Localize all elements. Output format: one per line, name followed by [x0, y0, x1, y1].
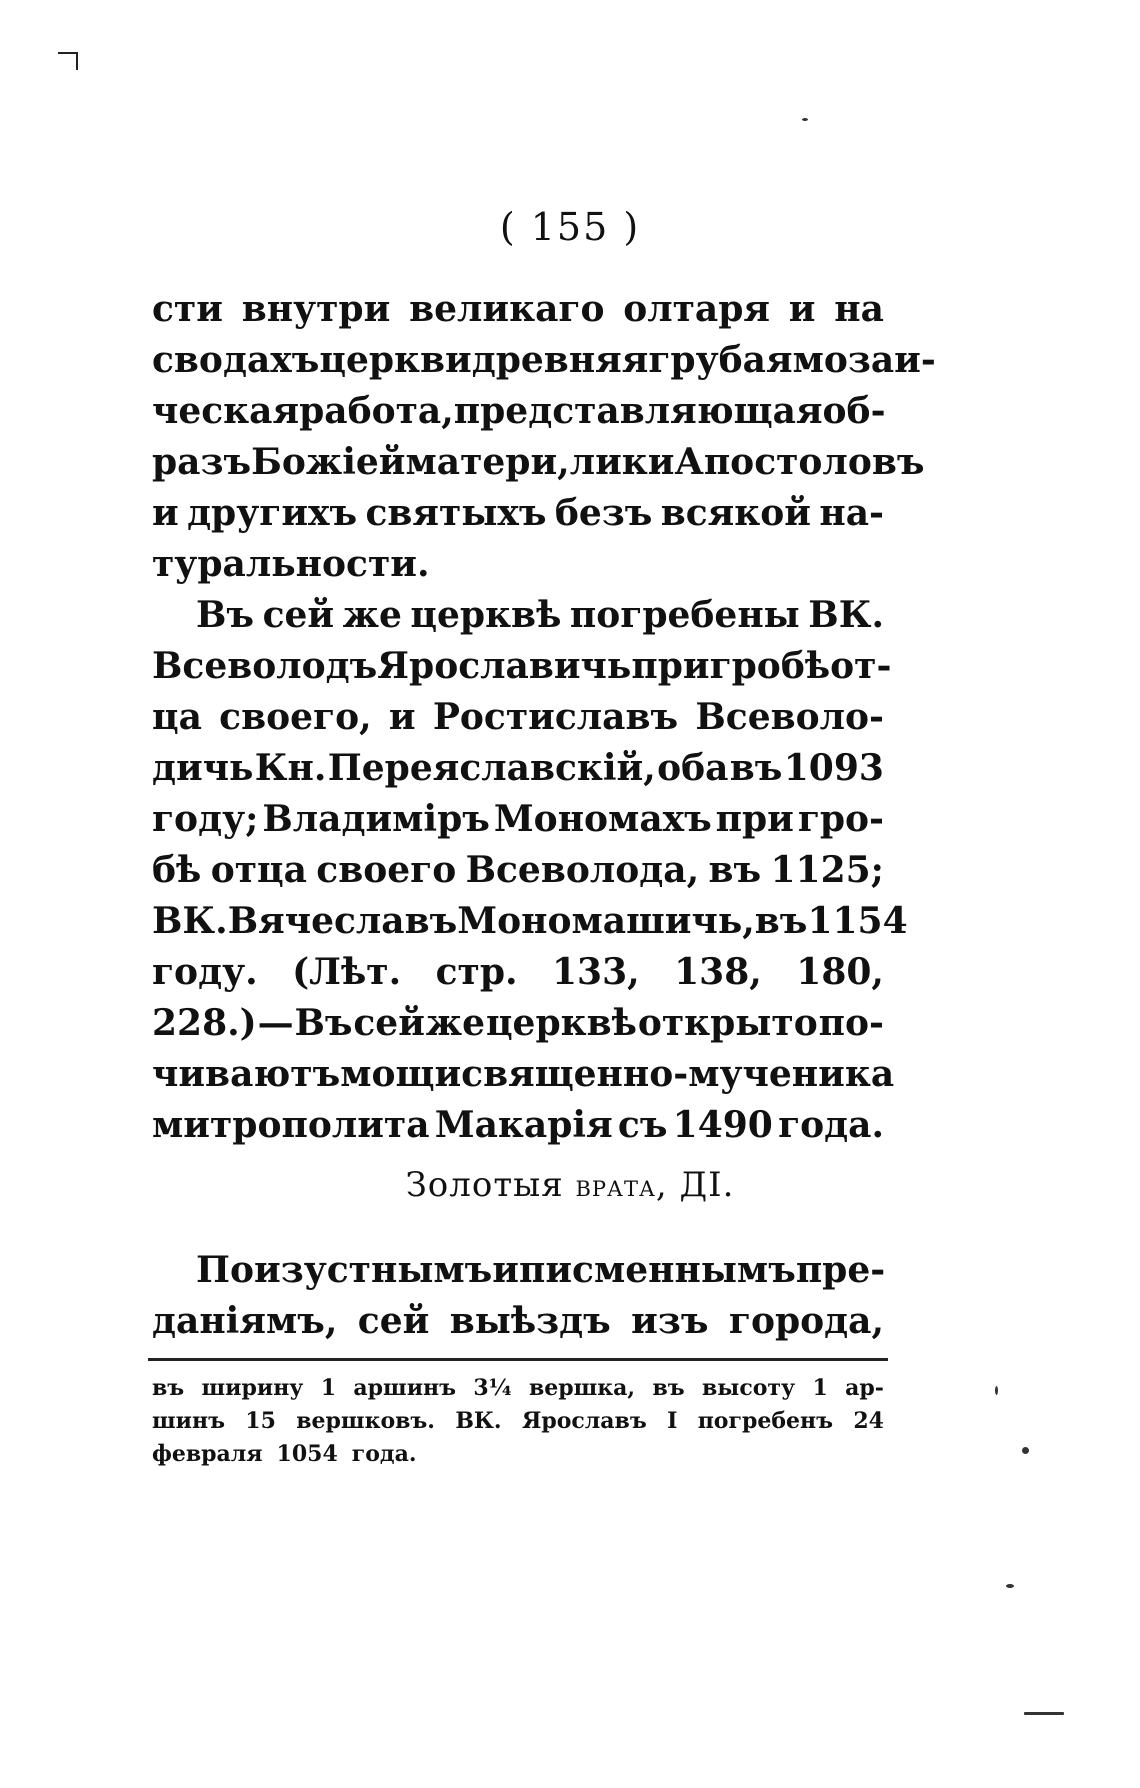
- text-line: [152, 641, 892, 692]
- word: году;: [152, 798, 259, 840]
- word: разъ: [152, 441, 252, 483]
- word: работа,: [299, 390, 454, 432]
- text-line: [152, 590, 884, 641]
- word: матери,: [405, 441, 570, 483]
- word: ВК.: [152, 900, 228, 942]
- heading-numeral: , ДI.: [655, 1165, 735, 1205]
- word: данiямъ,: [152, 1300, 338, 1342]
- word: I: [667, 1408, 678, 1434]
- word: Макарiя: [434, 1104, 613, 1146]
- word: и: [788, 288, 816, 330]
- word: безъ: [554, 492, 653, 534]
- word: въ: [708, 849, 762, 891]
- text-line: [152, 539, 884, 590]
- word: выѣздъ: [449, 1300, 611, 1342]
- word: 1: [812, 1375, 828, 1401]
- word: гробѣ: [709, 645, 831, 687]
- word: сводахъ: [152, 339, 320, 381]
- word: Всеволода,: [465, 849, 700, 891]
- word: Ярославичь: [377, 645, 632, 687]
- text-line: [152, 794, 884, 845]
- word: внутри: [241, 288, 391, 330]
- word: аршинъ: [353, 1375, 456, 1401]
- word: 3¼: [473, 1375, 512, 1401]
- word: же: [342, 594, 402, 636]
- scan-speck: [802, 118, 808, 121]
- text-line: [152, 335, 936, 386]
- word: 228.): [152, 1002, 257, 1044]
- text-line: [152, 1372, 884, 1405]
- word: всякой: [660, 492, 811, 534]
- word: 1490: [672, 1104, 773, 1146]
- word: об-: [822, 390, 886, 432]
- word: на: [834, 288, 884, 330]
- word: (Лѣт.: [292, 951, 402, 993]
- text-line: [152, 386, 884, 437]
- word: стр.: [435, 951, 518, 993]
- footnote-rule: [148, 1358, 888, 1361]
- word: въ: [152, 1375, 185, 1401]
- word: сей: [353, 1002, 425, 1044]
- text-line: [152, 692, 884, 743]
- word: 1154: [807, 900, 908, 942]
- word: 1: [320, 1375, 337, 1401]
- word: вершковъ.: [296, 1408, 435, 1434]
- word: дичь: [152, 747, 254, 789]
- word: изустнымъ: [254, 1249, 493, 1291]
- word: сти: [152, 288, 223, 330]
- text-line: [152, 284, 884, 335]
- word: церквѣ: [485, 1002, 637, 1044]
- word: Мономашичь,: [457, 900, 755, 942]
- text-line: [152, 1049, 895, 1100]
- scan-speck: [1006, 1584, 1014, 1588]
- word: въ: [729, 747, 783, 789]
- word: города,: [728, 1300, 884, 1342]
- word: своего,: [219, 696, 372, 738]
- word: гро-: [797, 798, 884, 840]
- heading-main: Золотыя: [405, 1165, 564, 1205]
- word: 138,: [674, 951, 762, 993]
- word: ца: [152, 696, 202, 738]
- text-line: [152, 947, 884, 998]
- word: въ: [652, 1375, 685, 1401]
- text-line: [152, 896, 908, 947]
- word: 1054: [276, 1441, 338, 1467]
- text-line: [152, 1405, 884, 1438]
- paragraph-3: [152, 1245, 884, 1347]
- word: 180,: [796, 951, 884, 993]
- word: сей: [357, 1300, 430, 1342]
- word: —: [257, 1002, 294, 1044]
- word: ширину: [201, 1375, 304, 1401]
- word: вершка,: [528, 1375, 636, 1401]
- word: По: [196, 1249, 255, 1291]
- page-number: ( 155 ): [499, 205, 641, 249]
- word: святыхъ: [365, 492, 547, 534]
- word: и: [492, 1249, 519, 1291]
- scan-speck: [1022, 1447, 1029, 1454]
- text-line: [152, 488, 884, 539]
- word: мощи: [340, 1053, 462, 1095]
- word: от-: [830, 645, 892, 687]
- word: оба: [657, 747, 729, 789]
- word: шинъ: [152, 1408, 225, 1434]
- word: и: [388, 696, 416, 738]
- word: погребены: [569, 594, 800, 636]
- word: Въ: [196, 594, 255, 636]
- word: представляющая: [453, 390, 823, 432]
- word: Всеволодъ: [152, 645, 378, 687]
- word: 24: [853, 1408, 884, 1434]
- word: 15: [245, 1408, 276, 1434]
- text-line: [152, 1438, 884, 1471]
- word: бѣ: [152, 849, 202, 891]
- word: ВК.: [808, 594, 884, 636]
- word: грубая: [648, 339, 793, 381]
- word: митрополита: [152, 1104, 430, 1146]
- word: Божiей: [251, 441, 406, 483]
- word: церквѣ: [410, 594, 562, 636]
- word: года.: [351, 1441, 417, 1467]
- footnote: [152, 1372, 884, 1471]
- word: по-: [818, 1002, 884, 1044]
- text-line: [152, 1296, 884, 1347]
- word: году.: [152, 951, 258, 993]
- word: олтаря: [623, 288, 771, 330]
- word: года.: [778, 1104, 884, 1146]
- word: 1093: [783, 747, 884, 789]
- text-line: [152, 437, 925, 488]
- word: Владимiръ: [262, 798, 490, 840]
- word: въ: [754, 900, 808, 942]
- word: 1125;: [770, 849, 884, 891]
- word: Вячеславъ: [227, 900, 458, 942]
- word: Всеволо-: [695, 696, 884, 738]
- text-line: [152, 1100, 884, 1151]
- scan-speck: [1024, 1712, 1064, 1715]
- text-line: [152, 743, 884, 794]
- scan-speck: [995, 1386, 998, 1395]
- text-line: [152, 845, 884, 896]
- word: и: [152, 492, 179, 534]
- word: ческая: [152, 390, 300, 432]
- word: мозаи-: [792, 339, 936, 381]
- word: Мономахъ: [493, 798, 712, 840]
- word: Ярославъ: [521, 1408, 647, 1434]
- heading-small: врата: [575, 1169, 656, 1204]
- word: туральности.: [152, 543, 430, 585]
- word: открыто: [637, 1002, 818, 1044]
- word: съ: [617, 1104, 668, 1146]
- word: изъ: [631, 1300, 709, 1342]
- word: Въ: [294, 1002, 353, 1044]
- word: другихъ: [187, 492, 358, 534]
- word: отца: [210, 849, 307, 891]
- word: чиваютъ: [152, 1053, 341, 1095]
- word: же: [425, 1002, 486, 1044]
- word: Кн.: [254, 747, 327, 789]
- corner-crop-mark: [58, 52, 78, 70]
- word: Ростиславъ: [432, 696, 679, 738]
- word: своего: [316, 849, 457, 891]
- word: лики: [569, 441, 675, 483]
- word: Переяславскiй,: [327, 747, 656, 789]
- word: церкви: [319, 339, 472, 381]
- word: погребенъ: [697, 1408, 833, 1434]
- word: древняя: [471, 339, 649, 381]
- word: высоту: [702, 1375, 796, 1401]
- section-heading: [0, 1165, 1140, 1205]
- word: 133,: [551, 951, 640, 993]
- word: при: [715, 798, 794, 840]
- word: священно-мученика: [461, 1053, 895, 1095]
- word: пре-: [795, 1249, 886, 1291]
- word: Апостоловъ: [674, 441, 925, 483]
- paragraph-1: [152, 284, 936, 590]
- word: сей: [262, 594, 335, 636]
- word: ар-: [845, 1375, 884, 1401]
- text-line: [152, 1245, 884, 1296]
- text-line: [152, 998, 884, 1049]
- word: писменнымъ: [519, 1249, 796, 1291]
- word: февраля: [152, 1441, 263, 1467]
- word: при: [631, 645, 710, 687]
- word: великаго: [409, 288, 605, 330]
- paragraph-2: [152, 590, 908, 1151]
- word: ВК.: [455, 1408, 502, 1434]
- word: на-: [819, 492, 884, 534]
